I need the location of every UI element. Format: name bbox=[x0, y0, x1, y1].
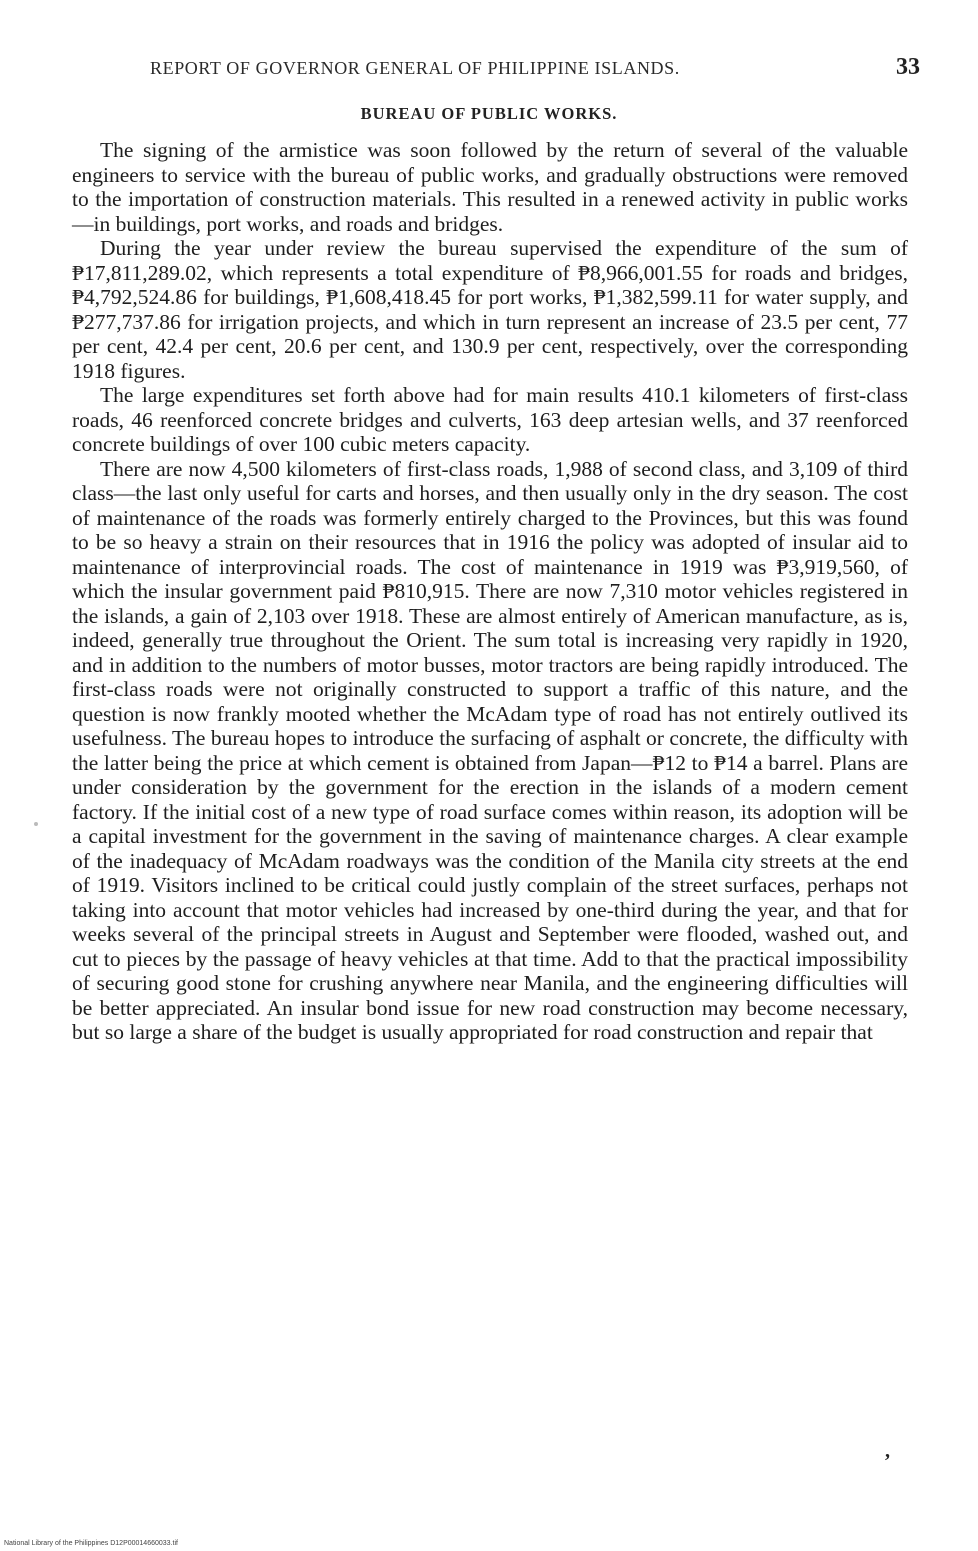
page-number: 33 bbox=[896, 54, 920, 80]
paragraph-4: There are now 4,500 kilometers of first-class roads, 1,988 of second class, and 3,109 of third class—the last only useful for carts and horses, and then usually only in the dry season. The cost of maintenance of the roads was formerly entirely charged to the Provinces, but this was found to be so heavy a strain on their resources that in 1916 the policy was adopted of insular aid to maintenance of interprovincial roads. The cost of maintenance in 1919 was ₱3,919,560, of which the insular government paid ₱810,915. There are now 7,310 motor vehicles registered in the islands, a gain of 2,103 over 1918. These are almost entirely of American manufacture, as is, indeed, generally true throughout the Orient. The sum total is increasing very rapidly in 1920, and in addition to the numbers of motor busses, motor tractors are being rapidly introduced. The first-class roads were not originally constructed to support a traffic of this nature, and the question is now frankly mooted whether the McAdam type of road has not entirely outlived its usefulness. The bureau hopes to introduce the surfacing of asphalt or concrete, the difficulty with the latter being the price at which cement is obtained from Japan—₱12 to ₱14 a barrel. Plans are under consideration by the government for the erection in the islands of a modern cement factory. If the initial cost of a new type of road surface comes within reason, its adoption will be a capital investment for the government in the saving of maintenance charges. A clear example of the inadequacy of McAdam roadways was the condition of the Manila city streets at the end of 1919. Visitors inclined to be critical could justly complain of the street surfaces, perhaps not taking into account that motor vehicles had increased by one-third during the year, and that for weeks several of the principal streets in August and September were flooded, washed out, and cut to pieces by the passage of heavy vehicles at that time. Add to that the practical impossibility of securing good stone for crushing anywhere near Manila, and the engineering difficulties will be better appreciated. An insular bond issue for new road construction may become necessary, but so large a share of the budget is usually appropriated for road construction and repair that bbox=[72, 456, 908, 1044]
trailing-comma: , bbox=[885, 1440, 890, 1462]
running-head: REPORT OF GOVERNOR GENERAL OF PHILIPPINE ISLANDS. bbox=[150, 58, 680, 78]
section-title: BUREAU OF PUBLIC WORKS. bbox=[360, 104, 618, 123]
scan-speck bbox=[34, 822, 38, 826]
body-text bbox=[72, 138, 908, 1045]
paragraph-1: The signing of the armistice was soon followed by the return of several of the valuable engineers to service with the bureau of public works, and gradually obstructions were removed to the importation of construction materials. This resulted in a renewed activity in public works—in buildings, port works, and roads and bridges. bbox=[72, 138, 908, 236]
paragraph-3: The large expenditures set forth above had for main results 410.1 kilometers of first-class roads, 46 reenforced concrete bridges and culverts, 163 deep artesian wells, and 37 reenforced concrete buildings of over 100 cubic meters capacity. bbox=[72, 383, 908, 456]
scan-footer: National Library of the Philippines D12P00014660033.tif bbox=[4, 1540, 178, 1547]
page-header bbox=[150, 54, 920, 84]
paragraph-2: During the year under review the bureau supervised the expenditure of the sum of ₱17,811,289.02, which represents a total expenditure of ₱8,966,001.55 for roads and bridges, ₱4,792,524.86 for buildings, ₱1,608,418.45 for port works, ₱1,382,599.11 for water supply, and ₱277,737.86 for irrigation projects, and which in turn represent an increase of 23.5 per cent, 77 per cent, 42.4 per cent, 20.6 per cent, and 130.9 per cent, respectively, over the corresponding 1918 figures. bbox=[72, 236, 908, 383]
